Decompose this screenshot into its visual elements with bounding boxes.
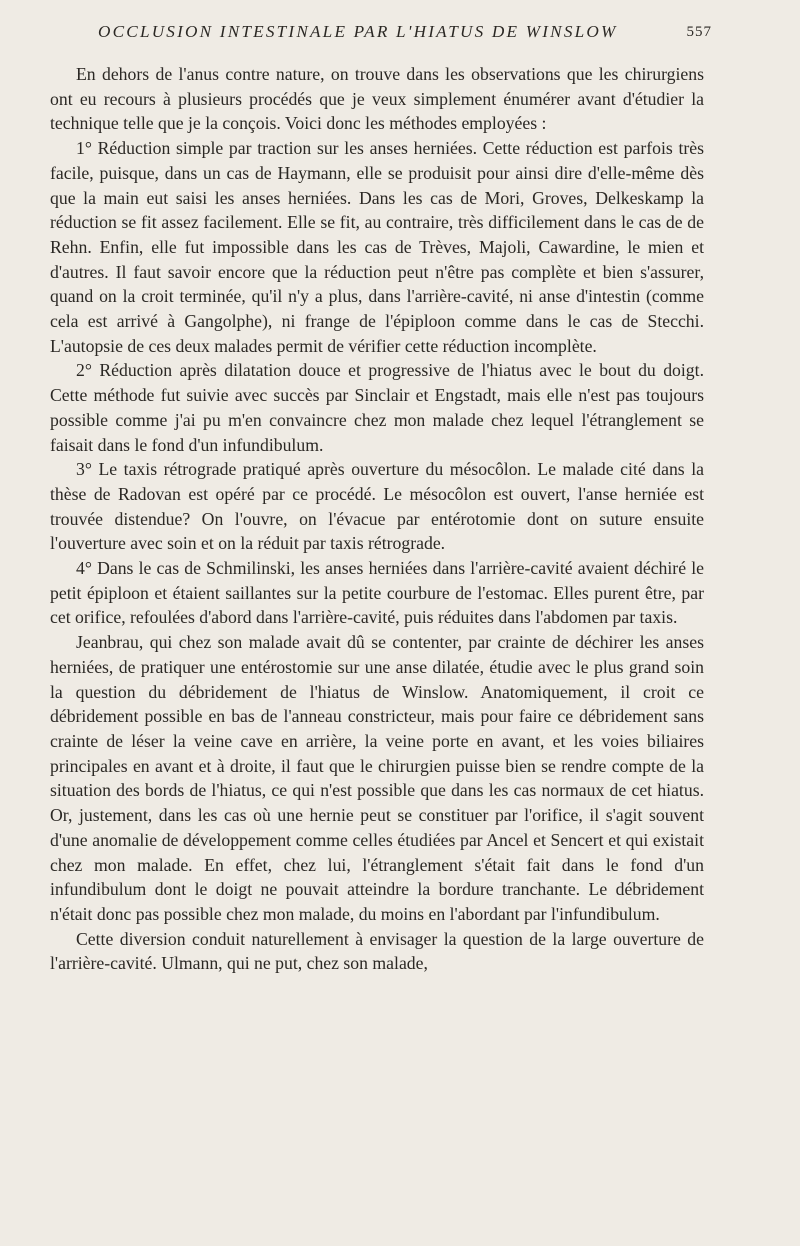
running-title: OCCLUSION INTESTINALE PAR L'HIATUS DE WINSLOW (98, 22, 618, 41)
paragraph: 3° Le taxis rétrograde pratiqué après ouverture du mésocôlon. Le malade cité dans la thèse de Radovan est opéré par ce procédé. Le mésocôlon est ouvert, l'anse herniée est trouvée distendue? On l'ouvre, on l'évacue par entérotomie dont on suture ensuite l'ouverture avec soin et on la réduit par taxis rétrograde. (50, 459, 704, 554)
body-text (50, 62, 704, 976)
paragraph: Jeanbrau, qui chez son malade avait dû se contenter, par crainte de déchirer les anses herniées, de pratiquer une entérostomie sur une anse dilatée, étudie avec le plus grand soin la question du débridement de l'hiatus de Winslow. Anatomiquement, il croit ce débridement possible en bas de l'anneau constricteur, mais pour faire ce débridement sans crainte de léser la veine cave en arrière, la veine porte en avant, et les voies biliaires principales en avant et à droite, il faut que le chirurgien puisse bien se rendre compte de la situation des bords de l'hiatus, ce qui n'est possible que dans les cas normaux de cet hiatus. Or, justement, dans les cas où une hernie peut se constituer par l'orifice, il s'agit souvent d'une anomalie de développement comme celles étudiées par Ancel et Sencert et qui existait chez mon malade. En effet, chez lui, l'étranglement s'était fait dans le fond d'un infundibulum dont le doigt ne pouvait atteindre la bordure tranchante. Le débridement n'était donc pas possible chez mon malade, du moins en l'abordant par l'infundibulum. (50, 632, 704, 924)
running-header (98, 22, 712, 46)
paragraph: 4° Dans le cas de Schmilinski, les anses herniées dans l'arrière-cavité avaient déchiré le petit épiploon et étaient saillantes sur la petite courbure de l'estomac. Elles purent être, par cet orifice, refoulées d'abord dans l'arrière-cavité, puis réduites dans l'abdomen par taxis. (50, 558, 704, 628)
page-number: 557 (686, 24, 712, 40)
paragraph: Cette diversion conduit naturellement à envisager la question de la large ouverture de l'arrière-cavité. Ulmann, qui ne put, chez son malade, (50, 928, 704, 974)
paragraph: En dehors de l'anus contre nature, on trouve dans les observations que les chirurgiens ont eu recours à plusieurs procédés que je veux simplement énumérer avant d'étudier la technique telle que je la conçois. Voici donc les méthodes employées : (50, 64, 704, 134)
paragraph: 2° Réduction après dilatation douce et progressive de l'hiatus avec le bout du doigt. Cette méthode fut suivie avec succès par Sinclair et Engstadt, mais elle n'est pas toujours possible comme j'ai pu m'en convaincre chez mon malade chez lequel l'étranglement se faisait dans le fond d'un infundibulum. (50, 360, 704, 455)
paragraph: 1° Réduction simple par traction sur les anses herniées. Cette réduction est parfois très facile, puisque, dans un cas de Haymann, elle se produisit pour ainsi dire d'elle-même dès que la main eut saisi les anses herniées. Dans les cas de Mori, Groves, Delkeskamp la réduction se fit assez facilement. Elle se fit, au contraire, très difficilement dans le cas de de Rehn. Enfin, elle fut impossible dans les cas de Trèves, Majoli, Cawardine, le mien et d'autres. Il faut savoir encore que la réduction peut n'être pas complète et bien s'assurer, quand on la croit terminée, qu'il n'y a plus, dans l'arrière-cavité, ni anse d'intestin (comme cela est arrivé à Gangolphe), ni frange de l'épiploon comme dans le cas de Stecchi. L'autopsie de ces deux malades permit de vérifier cette réduction incomplète. (50, 138, 704, 356)
